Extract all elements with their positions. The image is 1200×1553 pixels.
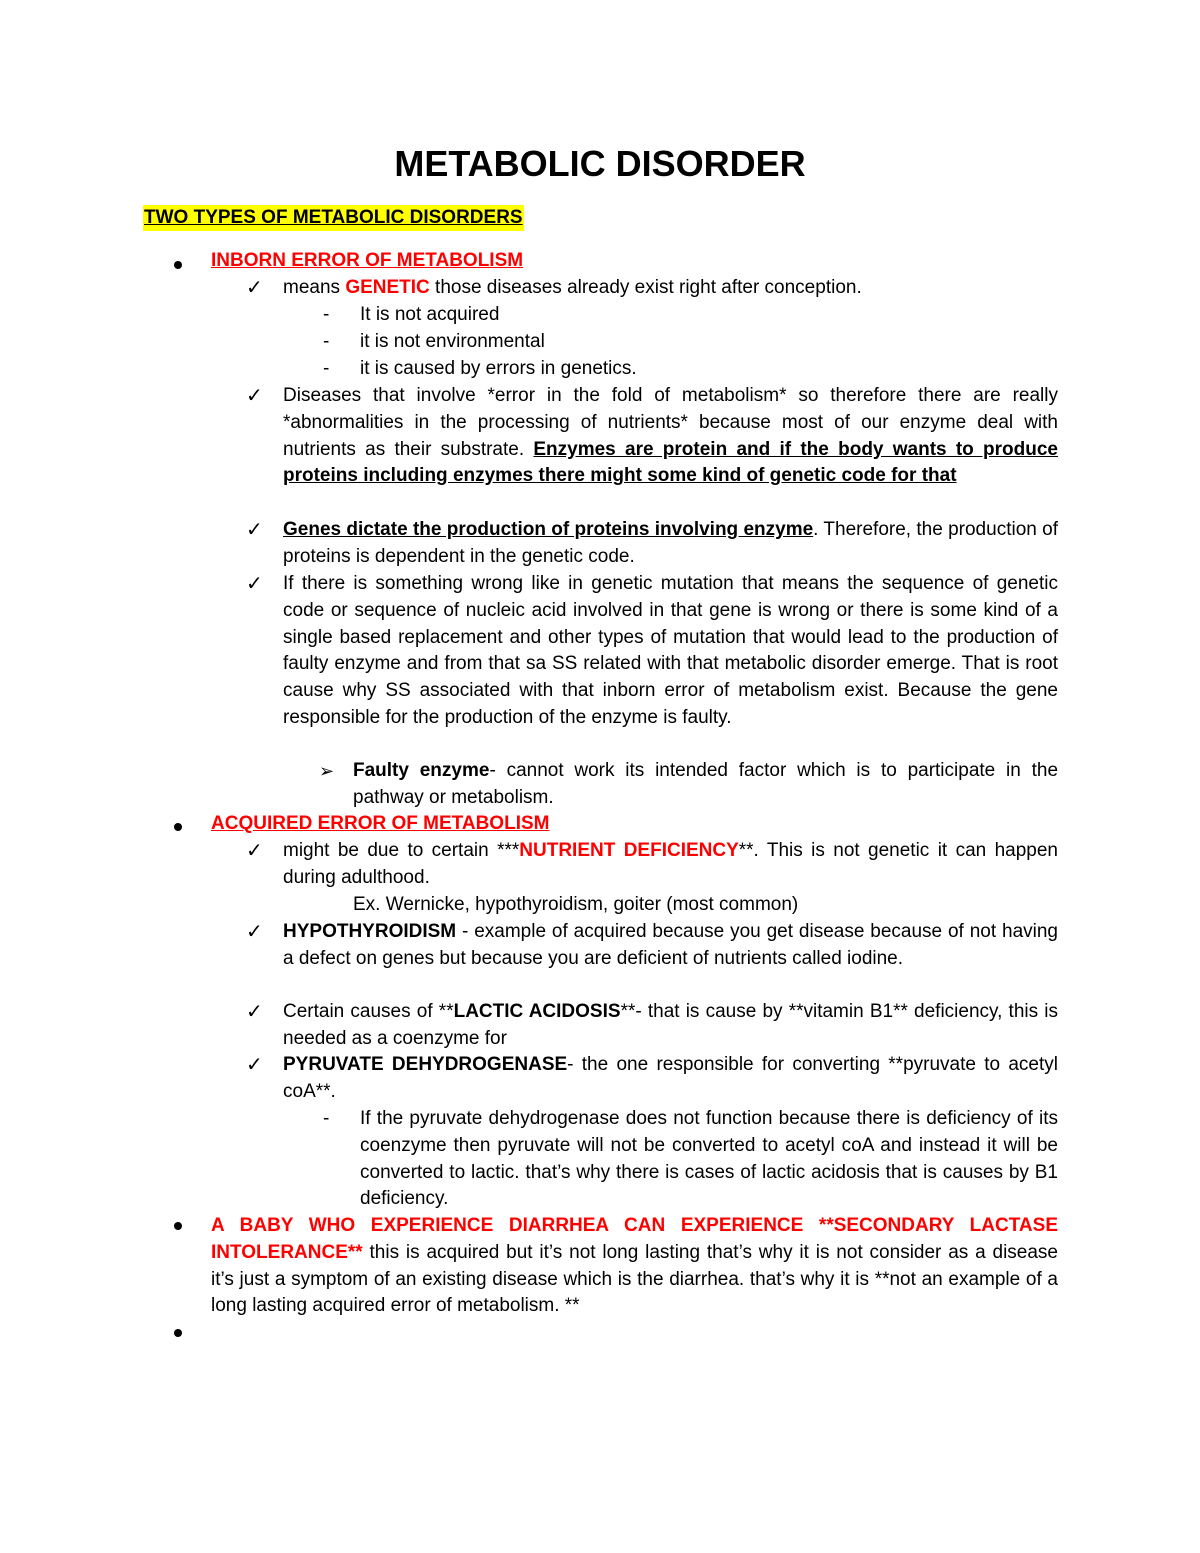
bullet-icon bbox=[174, 252, 184, 262]
genetic-keyword: GENETIC bbox=[345, 277, 430, 298]
check-icon: ✓ bbox=[246, 840, 263, 862]
check-icon: ✓ bbox=[246, 277, 263, 299]
pyruvate-dehydrogenase-term: PYRUVATE DEHYDROGENASE bbox=[283, 1054, 568, 1075]
check-icon: ✓ bbox=[246, 1001, 263, 1023]
hypothyroidism-paragraph: HYPOTHYROIDISM - example of acquired because you get disease because of not having a defect on genes but because you are deficient of nutrients called iodine. bbox=[283, 921, 1058, 969]
arrow-icon: ➢ bbox=[319, 761, 335, 781]
bullet-icon bbox=[174, 1320, 184, 1330]
check-icon: ✓ bbox=[246, 573, 263, 595]
bullet-icon bbox=[174, 814, 184, 824]
faulty-enzyme-paragraph: Faulty enzyme- cannot work its intended factor which is to participate in the pathway or metabolism. bbox=[353, 760, 1059, 808]
dash-item: it is not environmental bbox=[360, 331, 545, 352]
inborn-genetic-line: means GENETIC those diseases already exist right after conception. bbox=[283, 277, 862, 298]
enzymes-emphasis: Enzymes are protein and if the body wants to produce proteins including enzymes there might some kind of genetic code for that bbox=[283, 438, 1058, 487]
genes-emphasis: Genes dictate the production of proteins involving enzyme bbox=[283, 519, 814, 540]
pyruvate-detail-paragraph: If the pyruvate dehydrogenase does not function because there is deficiency of its coenzyme then pyruvate will not be converted to acetyl coA and instead it will be converted to lactic. that’s why there is cases of lactic acidosis that is causes by B1 deficiency. bbox=[360, 1108, 1058, 1210]
check-icon: ✓ bbox=[246, 1054, 263, 1076]
secondary-lactase-heading: A BABY WHO EXPERIENCE DIARRHEA CAN EXPERIENCE **SECONDARY LACTASE INTOLERANCE** bbox=[211, 1215, 1058, 1263]
dash-item: It is not acquired bbox=[360, 304, 500, 325]
inborn-mutation-paragraph: If there is something wrong like in genetic mutation that means the sequence of genetic code or sequence of nucleic acid involved in that gene is wrong or there is some kind of a single based replacement and other types of mutation that would lead to the production of faulty enzyme and from that sa SS related with that metabolic disorder emerge. That is root cause why SS associated with that inborn error of metabolism exist. Because the gene responsible for the production of the enzyme is faulty. bbox=[283, 573, 1058, 728]
dash-marker: - bbox=[323, 304, 330, 325]
inborn-diseases-paragraph: Diseases that involve *error in the fold of metabolism* so therefore there are really *abnormalities in the processing of nutrients* because most of our enzyme deal with nutrients as their substrate. Enzymes are protein and if the body wants to produce proteins including enzymes there might some kind of genetic code for that bbox=[283, 385, 1058, 487]
lactic-acidosis-term: LACTIC ACIDOSIS bbox=[453, 1001, 621, 1022]
dash-marker: - bbox=[323, 358, 330, 379]
acquired-example: Ex. Wernicke, hypothyroidism, goiter (most common) bbox=[353, 894, 799, 915]
faulty-enzyme-term: Faulty enzyme bbox=[353, 760, 490, 781]
dash-marker: - bbox=[323, 331, 330, 352]
dash-marker: - bbox=[323, 1108, 330, 1129]
acquired-nutrient-paragraph: might be due to certain ***NUTRIENT DEFICIENCY**. This is not genetic it can happen during adulthood. bbox=[283, 840, 1058, 888]
acquired-heading: ACQUIRED ERROR OF METABOLISM bbox=[211, 813, 550, 834]
nutrient-deficiency-keyword: NUTRIENT DEFICIENCY bbox=[519, 840, 739, 861]
lactic-acidosis-paragraph: Certain causes of **LACTIC ACIDOSIS**- that is cause by **vitamin B1** deficiency, this is needed as a coenzyme for bbox=[283, 1001, 1059, 1049]
inborn-heading: INBORN ERROR OF METABOLISM bbox=[211, 250, 524, 271]
check-icon: ✓ bbox=[246, 385, 263, 407]
section-heading: TWO TYPES OF METABOLIC DISORDERS bbox=[143, 205, 524, 231]
check-icon: ✓ bbox=[246, 519, 263, 541]
hypothyroidism-term: HYPOTHYROIDISM bbox=[283, 921, 457, 942]
inborn-genes-paragraph: Genes dictate the production of proteins involving enzyme. Therefore, the production of proteins is dependent in the genetic code. bbox=[283, 519, 1058, 567]
page-title: METABOLIC DISORDER bbox=[394, 143, 806, 184]
baby-diarrhea-paragraph: A BABY WHO EXPERIENCE DIARRHEA CAN EXPERIENCE **SECONDARY LACTASE INTOLERANCE** this is acquired but it’s not long lasting that’s why it is not consider as a disease it’s just a symptom of an existing disease which is the diarrhea. that’s why it is **not an example of a long lasting acquired error of metabolism. ** bbox=[211, 1215, 1058, 1317]
bullet-icon bbox=[174, 1213, 184, 1223]
pyruvate-paragraph: PYRUVATE DEHYDROGENASE- the one responsible for converting **pyruvate to acetyl coA**. bbox=[283, 1054, 1058, 1102]
dash-item: it is caused by errors in genetics. bbox=[360, 358, 637, 379]
check-icon: ✓ bbox=[246, 921, 263, 943]
